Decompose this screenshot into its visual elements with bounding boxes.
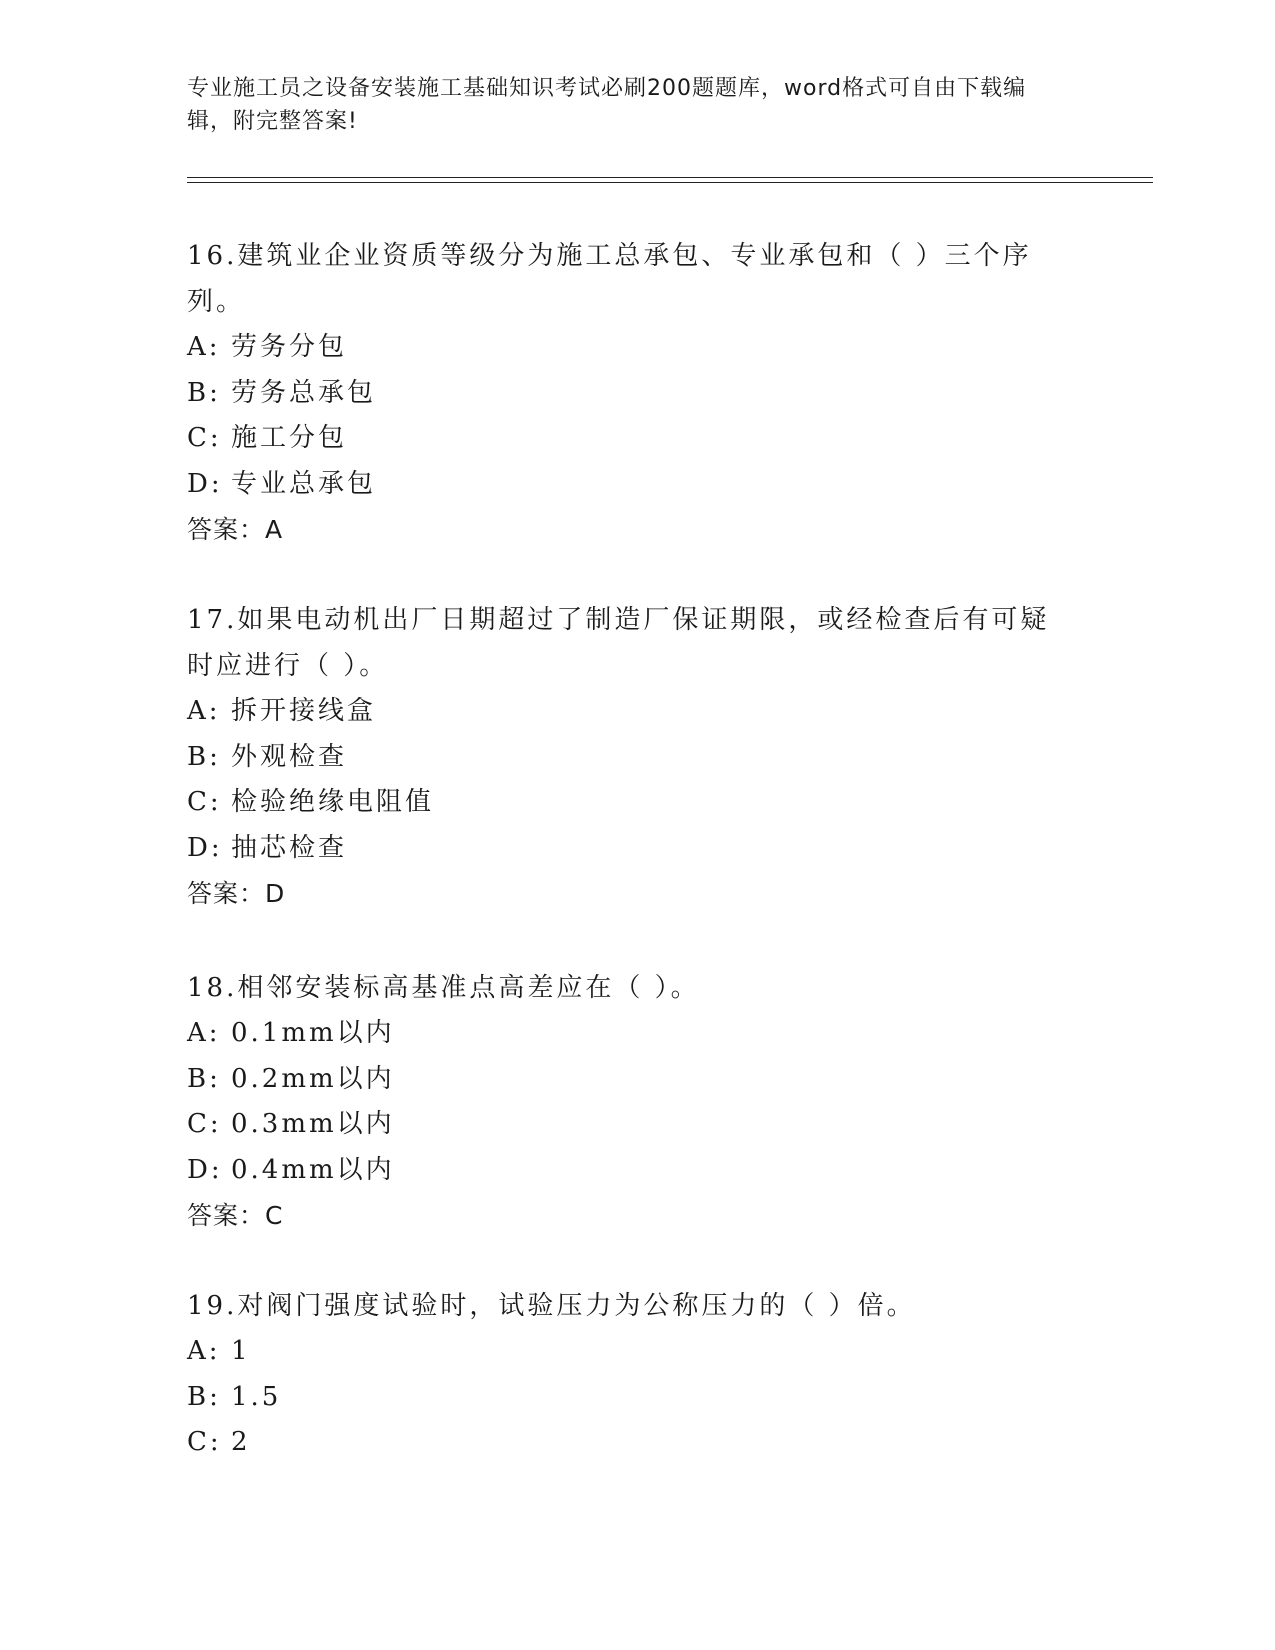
option-a [187, 325, 1087, 371]
option-key: B: [187, 741, 221, 772]
option-d [187, 462, 1087, 508]
option-c [187, 416, 1087, 462]
question-stem: 16.建筑业企业资质等级分为施工总承包、专业承包和（ ）三个序列。 [187, 241, 1032, 317]
answer-value: C [265, 1201, 284, 1230]
question-16 [187, 233, 1087, 553]
option-a [187, 1329, 1087, 1375]
option-text: 施工分包 [231, 423, 348, 453]
option-key: A: [187, 332, 221, 362]
question-stem: 19.对阀门强度试验时，试验压力为公称压力的（ ）倍。 [187, 1291, 916, 1321]
answer-label: 答案： [187, 1201, 266, 1230]
option-text: 拆开接线盒 [231, 696, 377, 726]
option-key: B: [187, 1063, 221, 1094]
option-text: 0.3mm以内 [231, 1109, 395, 1139]
option-key: C: [187, 423, 222, 453]
option-b [187, 371, 1087, 417]
answer-value: D [265, 879, 286, 908]
option-b [187, 1057, 1087, 1103]
answer-label: 答案： [187, 879, 266, 908]
answer-label: 答案： [187, 515, 266, 544]
option-a [187, 1011, 1087, 1057]
document-header [187, 72, 1067, 138]
option-key: C: [187, 1109, 222, 1139]
question-stem: 17.如果电动机出厂日期超过了制造厂保证期限，或经检查后有可疑时应进行（ ）。 [187, 605, 1050, 681]
option-text: 专业总承包 [231, 468, 377, 499]
answer-line [187, 871, 1087, 917]
option-key: A: [187, 1336, 221, 1366]
option-key: C: [187, 787, 222, 817]
option-key: D: [187, 468, 223, 499]
option-key: A: [187, 1018, 221, 1048]
option-text: 0.2mm以内 [231, 1063, 395, 1094]
option-b [187, 1375, 1087, 1421]
option-c [187, 780, 1087, 826]
question-19 [187, 1283, 1087, 1466]
answer-value: A [265, 515, 284, 544]
document-title: 专业施工员之设备安装施工基础知识考试必刷200题题库，word格式可自由下载编辑，附完整答案! [187, 76, 1027, 134]
answer-line [187, 507, 1087, 553]
option-c [187, 1420, 1087, 1466]
option-key: B: [187, 1381, 221, 1412]
option-text: 1.5 [231, 1381, 282, 1412]
option-text: 检验绝缘电阻值 [231, 787, 435, 817]
option-c [187, 1102, 1087, 1148]
answer-line [187, 1193, 1087, 1239]
option-b [187, 735, 1087, 781]
option-text: 0.1mm以内 [231, 1018, 395, 1048]
option-text: 1 [231, 1336, 251, 1366]
option-text: 抽芯检查 [231, 832, 348, 863]
option-text: 2 [231, 1427, 251, 1457]
option-key: A: [187, 696, 221, 726]
question-stem: 18.相邻安装标高基准点高差应在（ ）。 [187, 973, 700, 1003]
option-key: C: [187, 1427, 222, 1457]
option-a [187, 689, 1087, 735]
option-d [187, 826, 1087, 872]
option-key: B: [187, 377, 221, 408]
option-d [187, 1148, 1087, 1194]
question-18 [187, 965, 1087, 1239]
header-rule-top [187, 177, 1153, 178]
option-key: D: [187, 832, 223, 863]
question-17 [187, 597, 1087, 917]
option-key: D: [187, 1154, 223, 1185]
header-rule-bottom [187, 182, 1153, 183]
option-text: 劳务总承包 [231, 377, 377, 408]
option-text: 劳务分包 [231, 332, 348, 362]
option-text: 外观检查 [231, 741, 348, 772]
option-text: 0.4mm以内 [231, 1154, 395, 1185]
